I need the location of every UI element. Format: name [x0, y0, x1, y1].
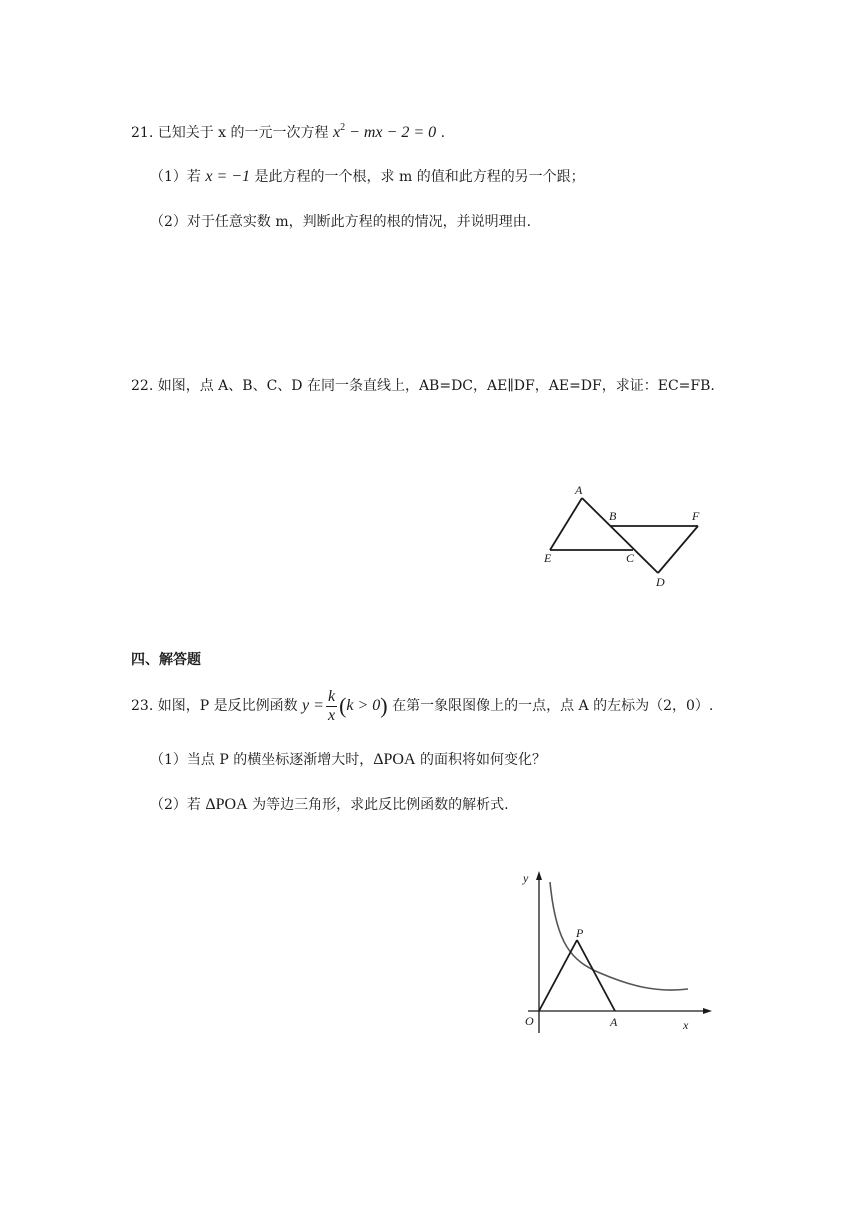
segment-OP — [539, 940, 577, 1011]
q21-equation: $x^2$ − mx − 2 = 0 — [332, 122, 437, 141]
label-B: B — [609, 509, 617, 523]
q22-stem: 22. 如图，点 A、B、C、D 在同一条直线上，AB=DC，AE∥DF，AE=DF，求证：EC=FB. — [131, 378, 715, 394]
q23-fraction: $\frac{k}{x}$ — [327, 687, 336, 724]
q21-part2: （2）对于任意实数 m，判断此方程的根的情况，并说明理由. — [150, 214, 532, 230]
segment-AD — [582, 498, 658, 573]
q21-part1-math: x = −1 — [205, 168, 251, 185]
label-x: x — [683, 1018, 689, 1032]
segment-FD — [658, 526, 698, 573]
label-A: A — [610, 1015, 618, 1029]
q21-prefix: 21. 已知关于 x 的一元一次方程 — [131, 125, 333, 141]
q21-suffix: . — [436, 125, 446, 141]
q23-part2: （2）若 ΔPOA 为等边三角形，求此反比例函数的解析式. — [150, 796, 509, 813]
label-C: C — [626, 551, 635, 565]
label-D: D — [656, 575, 665, 589]
label-P: P — [576, 926, 584, 940]
label-O: O — [525, 1014, 534, 1028]
label-F: F — [692, 509, 700, 523]
q23-stem: 23. 如图，P 是反比例函数 y = $\frac{k}{x}$ (k > 0) 在第一象限图像上的一点，点 A 的左标为（2，0）. — [131, 687, 714, 724]
q23-part1: （1）当点 P 的横坐标逐渐增大时，ΔPOA 的面积将如何变化？ — [150, 751, 546, 768]
hyperbola-curve — [550, 882, 688, 990]
label-A: A — [575, 483, 583, 497]
q23-condition: k > 0 — [346, 697, 381, 714]
section-heading: 四、解答题 — [131, 652, 201, 668]
y-axis-arrow — [536, 871, 542, 880]
label-y: y — [523, 871, 529, 885]
q23-figure — [510, 865, 720, 1040]
label-E: E — [544, 551, 552, 565]
q21-part1: （1）若 x = −1 是此方程的一个根，求 m 的值和此方程的另一个跟； — [150, 168, 585, 185]
q23-part2-math: ΔPOA — [205, 796, 248, 813]
segment-PA — [577, 940, 615, 1011]
segment-AE — [550, 498, 582, 550]
q21-stem — [131, 118, 445, 143]
q23-y-eq: y = — [302, 697, 324, 714]
x-axis-arrow — [703, 1008, 712, 1014]
q23-part1-math: ΔPOA — [373, 751, 416, 768]
q22-figure — [530, 480, 720, 595]
